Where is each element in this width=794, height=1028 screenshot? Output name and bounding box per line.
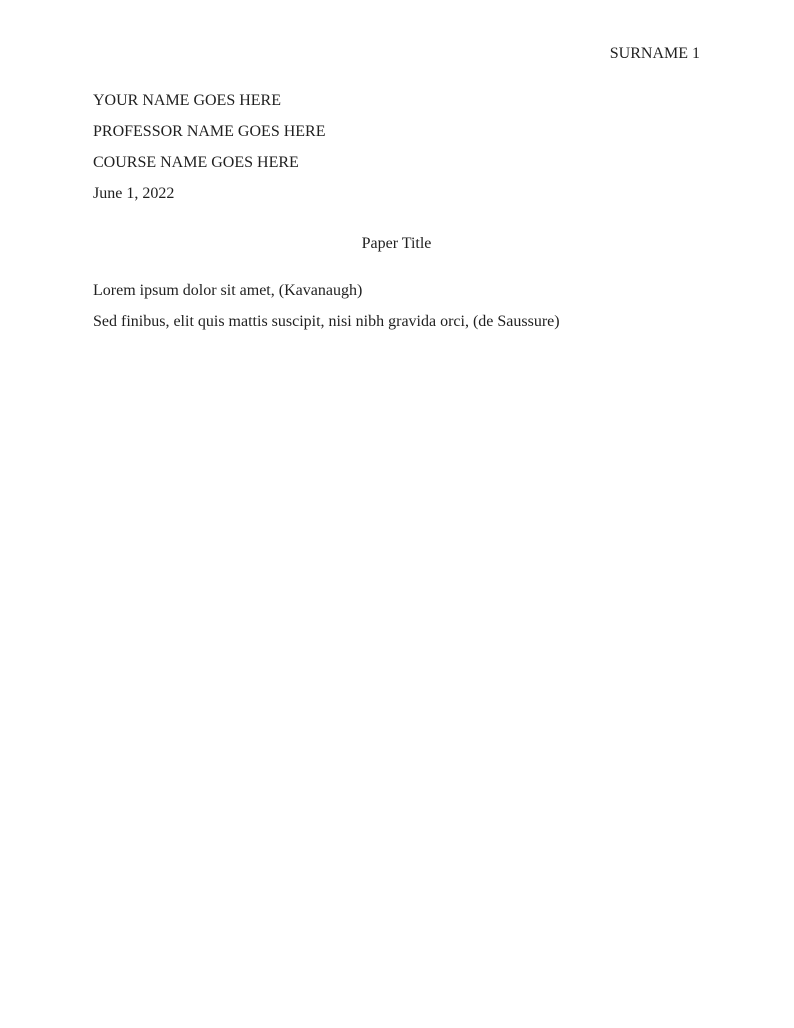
author-name-line: YOUR NAME GOES HERE bbox=[93, 92, 281, 109]
page-header bbox=[0, 0, 794, 69]
date-line: June 1, 2022 bbox=[93, 185, 175, 202]
paper-title: Paper Title bbox=[361, 235, 432, 252]
byline-block bbox=[93, 85, 700, 209]
course-name-line: COURSE NAME GOES HERE bbox=[93, 154, 299, 171]
running-head: SURNAME 1 bbox=[609, 45, 700, 62]
body-paragraphs bbox=[93, 275, 700, 337]
professor-name-line: PROFESSOR NAME GOES HERE bbox=[93, 123, 326, 140]
document-content bbox=[0, 85, 794, 337]
body-paragraph: Sed finibus, elit quis mattis suscipit, nisi nibh gravida orci, (de Saussure) bbox=[93, 313, 560, 330]
body-paragraph: Lorem ipsum dolor sit amet, (Kavanaugh) bbox=[93, 282, 363, 299]
